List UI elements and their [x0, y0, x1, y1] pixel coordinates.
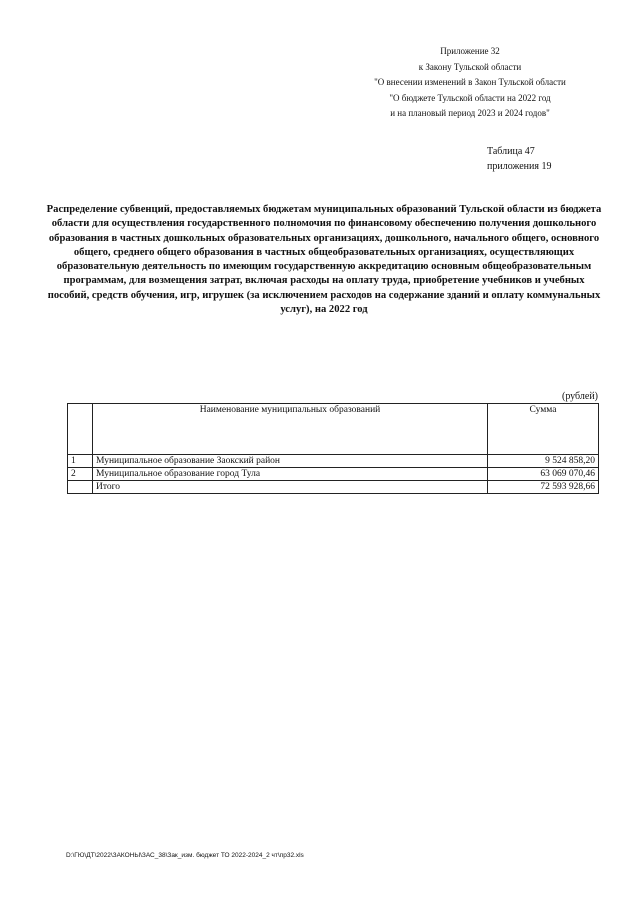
header-name: Наименование муниципальных образований [93, 404, 488, 455]
document-title: Распределение субвенций, предоставляемых бюджетам муниципальных образований Тульской области из бюджета области для осуществления государственного полномочия по финансовому обеспечению получения дошкольного образования в частных дошкольных образовательных организациях, дошкольного, начального общего, основного общего, среднего общего образования в частных общеобразовательных организациях, осуществляющих образовательную деятельность по имеющим государственную аккредитацию основным общеобразовательным программам, для возмещения затрат, включая расходы на оплату труда, приобретение учебников и учебных пособий, средств обучения, игр, игрушек (за исключением расходов на содержание зданий и оплату коммунальных услуг), на 2022 год [46, 204, 602, 316]
row-num [68, 481, 93, 494]
row-name: Муниципальное образование город Тула [93, 468, 488, 481]
row-sum: 9 524 858,20 [488, 455, 599, 468]
appendix-line-2: к Закону Тульской области [418, 61, 522, 72]
row-num: 1 [68, 455, 93, 468]
header-sum: Сумма [488, 404, 599, 455]
subsidy-table [67, 403, 599, 494]
row-name: Муниципальное образование Заокский район [93, 455, 488, 468]
row-sum: 72 593 928,66 [488, 481, 599, 494]
appendix-header [340, 44, 600, 122]
table-reference [487, 144, 551, 174]
row-num: 2 [68, 468, 93, 481]
appendix-line-5: и на плановый период 2023 и 2024 годов" [390, 108, 550, 118]
table-header-row [68, 404, 599, 455]
table-row [68, 468, 599, 481]
header-num [68, 404, 93, 455]
table-reference-line-1: Таблица 47 [487, 146, 535, 157]
file-path-footer: D:\ГЮ\ДТ\2022\ЗАКОНЫ\ЗАС_38\Зак_изм. бюджет ТО 2022-2024_2 чт\пр32.xls [66, 852, 304, 859]
table-reference-line-2: приложения 19 [487, 161, 552, 172]
appendix-line-1: Приложение 32 [440, 46, 500, 56]
units-label: (рублей) [561, 391, 598, 402]
appendix-line-3: "О внесении изменений в Закон Тульской области [374, 77, 566, 87]
appendix-line-4: "О бюджете Тульской области на 2022 год [389, 92, 551, 103]
table-total-row [68, 481, 599, 494]
table-row [68, 455, 599, 468]
row-name: Итого [93, 481, 488, 494]
row-sum: 63 069 070,46 [488, 468, 599, 481]
